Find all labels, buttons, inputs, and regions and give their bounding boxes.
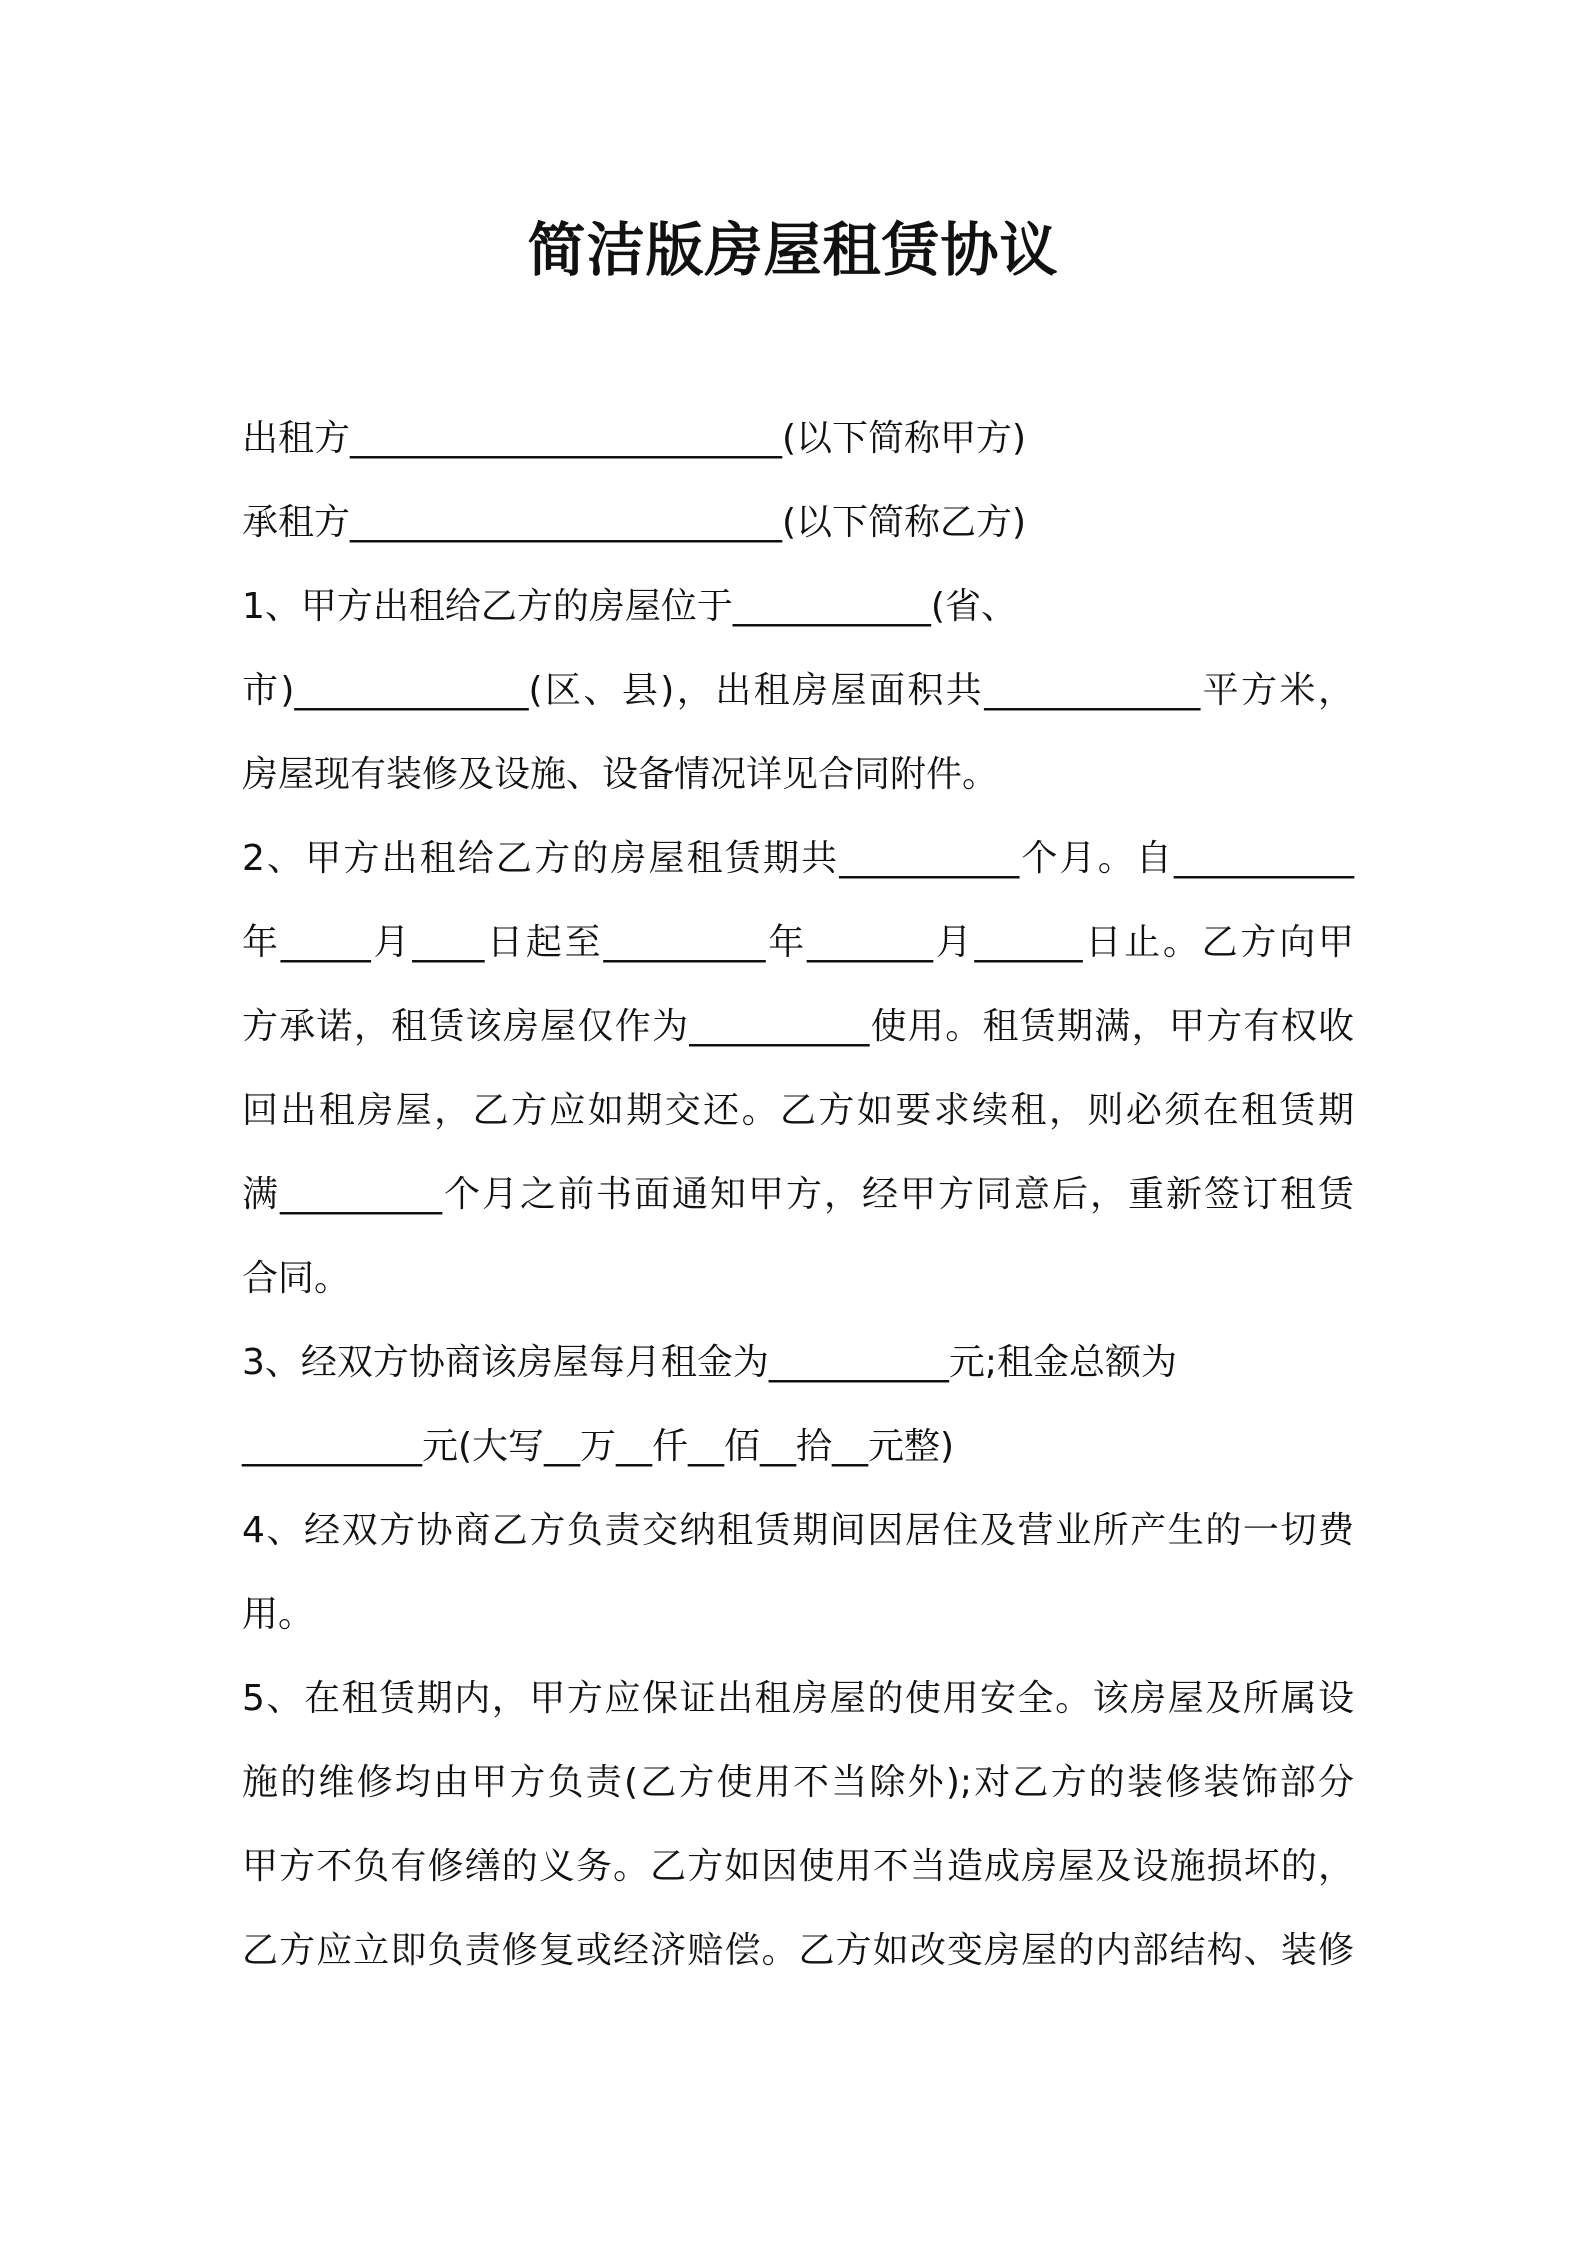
clause-2-line-2: 年_____月____日起至_________年_______月______日止。乙方向甲 (242, 922, 1354, 963)
clause-2-line-6: 合同。 (242, 1258, 351, 1299)
clause-2-line-4: 回出租房屋，乙方应如期交还。乙方如要求续租，则必须在租赁期 (242, 1090, 1354, 1131)
clause-2-line-1: 2、甲方出租给乙方的房屋租赁期共__________个月。自__________ (242, 838, 1354, 879)
clause-4-line-1: 4、经双方协商乙方负责交纳租赁期间因居住及营业所产生的一切费 (242, 1510, 1354, 1551)
clause-2-line-5: 满_________个月之前书面通知甲方，经甲方同意后，重新签订租赁 (242, 1174, 1354, 1215)
clause-5-line-4: 乙方应立即负责修复或经济赔偿。乙方如改变房屋的内部结构、装修 (242, 1930, 1354, 1971)
clause-1-line-2: 市)_____________(区、县)，出租房屋面积共____________平方米， (242, 670, 1354, 711)
document-body (242, 397, 1354, 1993)
document-title: 简洁版房屋租赁协议 (527, 216, 1059, 284)
clause-2-line-3: 方承诺，租赁该房屋仅作为__________使用。租赁期满，甲方有权收 (242, 1006, 1354, 1047)
lessee-line: 承租方________________________(以下简称乙方) (242, 502, 1027, 543)
clause-1-line-3: 房屋现有装修及设施、设备情况详见合同附件。 (242, 754, 999, 795)
clause-5-line-2: 施的维修均由甲方负责(乙方使用不当除外);对乙方的装修装饰部分 (242, 1762, 1354, 1803)
lessor-line: 出租方________________________(以下简称甲方) (242, 418, 1027, 459)
clause-5-line-3: 甲方不负有修缮的义务。乙方如因使用不当造成房屋及设施损坏的， (242, 1846, 1354, 1887)
clause-4-line-2: 用。 (242, 1594, 315, 1635)
clause-5-line-1: 5、在租赁期内，甲方应保证出租房屋的使用安全。该房屋及所属设 (242, 1678, 1354, 1719)
clause-3-line-1: 3、经双方协商该房屋每月租金为__________元;租金总额为 (242, 1342, 1178, 1383)
clause-3-line-2: __________元(大写__万__仟__佰__拾__元整) (242, 1426, 955, 1467)
clause-1-line-1: 1、甲方出租给乙方的房屋位于___________(省、 (242, 586, 1017, 627)
